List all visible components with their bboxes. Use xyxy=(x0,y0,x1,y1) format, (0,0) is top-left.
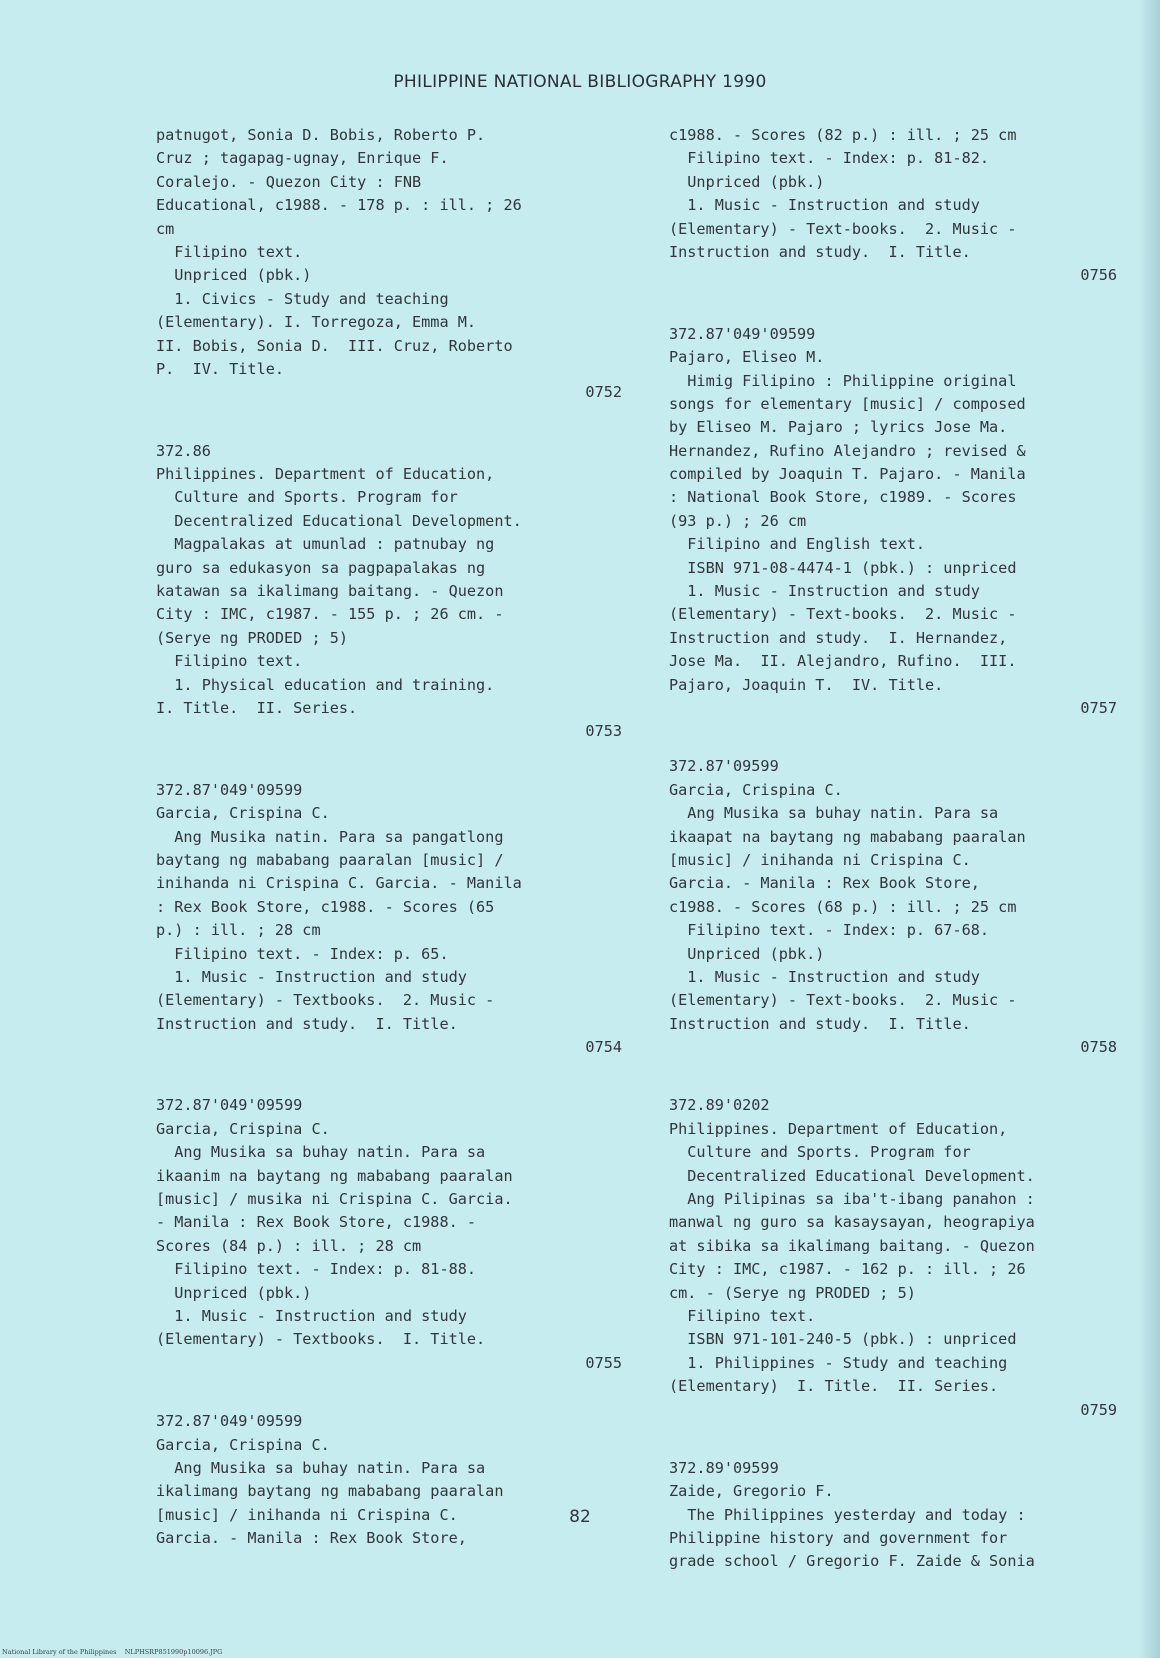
entry-line: II. Bobis, Sonia D. III. Cruz, Roberto xyxy=(156,336,513,355)
entry-line: cm. - (Serye ng PRODED ; 5) xyxy=(669,1283,916,1302)
entry-line: cm xyxy=(156,219,175,238)
entry-line: Decentralized Educational Development. xyxy=(669,1166,1035,1185)
entry-line: 372.87'09599 xyxy=(669,757,779,776)
entry-line: Unpriced (pbk.) xyxy=(156,1283,312,1302)
entry-line: manwal ng guro sa kasaysayan, heograpiya xyxy=(669,1213,1035,1232)
entry-number: 0757 xyxy=(1080,698,1117,717)
entry-line: Scores (84 p.) : ill. ; 28 cm xyxy=(156,1236,422,1255)
entry-line: katawan sa ikalimang baitang. - Quezon xyxy=(156,582,504,601)
entry-number: 0755 xyxy=(585,1353,622,1372)
entry-line: 372.87'049'09599 xyxy=(669,324,816,343)
entry-line: Magpalakas at umunlad : patnubay ng xyxy=(156,535,495,554)
entry-line: Filipino text. - Index: p. 81-88. xyxy=(156,1260,477,1279)
entry-spacer xyxy=(156,1059,622,1094)
bibliography-entry xyxy=(156,440,622,744)
entry-line: Garcia, Crispina C. xyxy=(156,1119,330,1138)
entry-line: at sibika sa ikalimang baitang. - Quezon xyxy=(669,1236,1035,1255)
entry-line: I. Title. II. Series. xyxy=(156,698,358,717)
entry-line: Unpriced (pbk.) xyxy=(669,172,825,191)
entry-line: (Elementary) - Textbooks. I. Title. xyxy=(156,1330,486,1349)
entry-line: 1. Civics - Study and teaching xyxy=(156,289,449,308)
entry-line: guro sa edukasyon sa pagpapalakas ng xyxy=(156,558,486,577)
entry-line: (Elementary) I. Title. II. Series. xyxy=(669,1377,999,1396)
entry-line: 1. Music - Instruction and study xyxy=(156,967,467,986)
entry-line: P. IV. Title. xyxy=(156,359,285,378)
entry-spacer xyxy=(669,1059,1117,1094)
entry-line: [music] / inihanda ni Crispina C. xyxy=(669,850,971,869)
entry-line: City : IMC, c1987. - 155 p. ; 26 cm. - xyxy=(156,605,504,624)
entry-line: [music] / inihanda ni Crispina C. xyxy=(156,1505,458,1524)
entry-line: Philippines. Department of Education, xyxy=(156,465,495,484)
entry-line: Instruction and study. I. Hernandez, xyxy=(669,628,1008,647)
entry-line: Philippine history and government for xyxy=(669,1529,1008,1548)
scan-footer-library: National Library of the Philippines xyxy=(2,1648,117,1656)
bibliography-entry xyxy=(156,779,622,1060)
entry-line: Coralejo. - Quezon City : FNB xyxy=(156,172,422,191)
entry-line: p.) : ill. ; 28 cm xyxy=(156,921,321,940)
entry-number: 0754 xyxy=(585,1038,622,1057)
page-edge-shadow xyxy=(1138,0,1160,1658)
left-column xyxy=(156,124,622,1550)
entry-line: ikaanim na baytang ng mababang paaralan xyxy=(156,1166,513,1185)
entry-line: Ang Musika sa buhay natin. Para sa xyxy=(156,1143,486,1162)
entry-line: Filipino text. xyxy=(156,242,303,261)
scan-footer xyxy=(2,1648,222,1656)
entry-line: Ang Musika sa buhay natin. Para sa xyxy=(669,804,999,823)
entry-line: Educational, c1988. - 178 p. : ill. ; 26 xyxy=(156,196,522,215)
entry-line: c1988. - Scores (82 p.) : ill. ; 25 cm xyxy=(669,126,1017,144)
entry-line: Filipino text. xyxy=(156,652,303,671)
entry-spacer xyxy=(156,744,622,779)
entry-line: (Elementary) - Text-books. 2. Music - xyxy=(669,219,1017,238)
entry-line: baytang ng mababang paaralan [music] / xyxy=(156,850,504,869)
entry-line: patnugot, Sonia D. Bobis, Roberto P. xyxy=(156,126,486,144)
entry-spacer xyxy=(669,1422,1117,1457)
entry-line: Unpriced (pbk.) xyxy=(156,266,312,285)
entry-line: - Manila : Rex Book Store, c1988. - xyxy=(156,1213,477,1232)
entry-line: ISBN 971-08-4474-1 (pbk.) : unpriced xyxy=(669,558,1017,577)
bibliography-entry xyxy=(669,755,1117,1059)
entry-line: Cruz ; tagapag-ugnay, Enrique F. xyxy=(156,149,449,168)
entry-line: grade school / Gregorio F. Zaide & Sonia xyxy=(669,1552,1035,1571)
bibliography-entry xyxy=(669,1094,1117,1421)
bibliography-entry xyxy=(669,124,1117,288)
entry-line: ikalimang baytang ng mababang paaralan xyxy=(156,1482,504,1501)
entry-line: Filipino and English text. xyxy=(669,535,926,554)
entry-line: Zaide, Gregorio F. xyxy=(669,1482,834,1501)
entry-spacer xyxy=(669,288,1117,323)
entry-line: inihanda ni Crispina C. Garcia. - Manila xyxy=(156,874,522,893)
entry-line: Garcia. - Manila : Rex Book Store, xyxy=(156,1529,467,1548)
entry-line: Pajaro, Joaquin T. IV. Title. xyxy=(669,675,944,694)
entry-line: Ang Musika sa buhay natin. Para sa xyxy=(156,1458,486,1477)
entry-line: : National Book Store, c1989. - Scores xyxy=(669,488,1017,507)
entry-number: 0756 xyxy=(1080,266,1117,285)
entry-line: Instruction and study. I. Title. xyxy=(669,242,971,261)
entry-number: 0753 xyxy=(585,722,622,741)
entry-line: Filipino text. - Index: p. 65. xyxy=(156,944,449,963)
entry-line: : Rex Book Store, c1988. - Scores (65 xyxy=(156,897,495,916)
entry-line: Hernandez, Rufino Alejandro ; revised & xyxy=(669,441,1026,460)
entry-line: c1988. - Scores (68 p.) : ill. ; 25 cm xyxy=(669,897,1017,916)
entry-line: (Elementary). I. Torregoza, Emma M. xyxy=(156,313,477,332)
entry-line: 372.89'09599 xyxy=(669,1458,779,1477)
entry-line: Garcia, Crispina C. xyxy=(669,780,843,799)
bibliography-entry xyxy=(156,1410,622,1550)
entry-line: The Philippines yesterday and today : xyxy=(669,1505,1026,1524)
entry-spacer xyxy=(156,1375,622,1410)
page-header: PHILIPPINE NATIONAL BIBLIOGRAPHY 1990 xyxy=(393,72,767,92)
entry-line: (Elementary) - Textbooks. 2. Music - xyxy=(156,991,495,1010)
entry-line: songs for elementary [music] / composed xyxy=(669,394,1026,413)
entry-number: 0758 xyxy=(1080,1038,1117,1057)
entry-line: (93 p.) ; 26 cm xyxy=(669,511,807,530)
entry-line: Unpriced (pbk.) xyxy=(669,944,825,963)
entry-line: 372.87'049'09599 xyxy=(156,1096,303,1115)
entry-spacer xyxy=(156,405,622,440)
entry-line: (Serye ng PRODED ; 5) xyxy=(156,628,349,647)
entry-line: compiled by Joaquin T. Pajaro. - Manila xyxy=(669,465,1026,484)
entry-line: Garcia. - Manila : Rex Book Store, xyxy=(669,874,980,893)
entry-line: 372.87'049'09599 xyxy=(156,1412,303,1431)
entry-line: Himig Filipino : Philippine original xyxy=(669,371,1017,390)
entry-line: Ang Pilipinas sa iba't-ibang panahon : xyxy=(669,1190,1035,1209)
entry-line: Ang Musika natin. Para sa pangatlong xyxy=(156,827,504,846)
page-number: 82 xyxy=(569,1507,591,1527)
entry-spacer xyxy=(669,720,1117,755)
entry-line: [music] / musika ni Crispina C. Garcia. xyxy=(156,1190,513,1209)
entry-line: ISBN 971-101-240-5 (pbk.) : unpriced xyxy=(669,1330,1017,1349)
entry-line: 372.89'0202 xyxy=(669,1096,770,1115)
entry-line: Garcia, Crispina C. xyxy=(156,1435,330,1454)
bibliography-entry xyxy=(669,323,1117,721)
entry-line: (Elementary) - Text-books. 2. Music - xyxy=(669,605,1017,624)
entry-line: Philippines. Department of Education, xyxy=(669,1119,1008,1138)
right-column xyxy=(669,124,1117,1574)
entry-line: Decentralized Educational Development. xyxy=(156,511,522,530)
entry-line: City : IMC, c1987. - 162 p. : ill. ; 26 xyxy=(669,1260,1026,1279)
entry-line: Filipino text. - Index: p. 67-68. xyxy=(669,921,990,940)
entry-number: 0759 xyxy=(1080,1400,1117,1419)
entry-line: 372.87'049'09599 xyxy=(156,780,303,799)
entry-line: Garcia, Crispina C. xyxy=(156,804,330,823)
entry-line: ikaapat na baytang ng mababang paaralan xyxy=(669,827,1026,846)
entry-line: 1. Physical education and training. xyxy=(156,675,495,694)
entry-line: Culture and Sports. Program for xyxy=(156,488,458,507)
entry-line: Filipino text. xyxy=(669,1306,816,1325)
entry-line: (Elementary) - Text-books. 2. Music - xyxy=(669,991,1017,1010)
entry-line: Filipino text. - Index: p. 81-82. xyxy=(669,149,990,168)
entry-line: 1. Music - Instruction and study xyxy=(669,967,980,986)
entry-line: Jose Ma. II. Alejandro, Rufino. III. xyxy=(669,652,1017,671)
entry-line: 1. Philippines - Study and teaching xyxy=(669,1353,1008,1372)
entry-line: Pajaro, Eliseo M. xyxy=(669,348,825,367)
entry-line: Instruction and study. I. Title. xyxy=(669,1014,971,1033)
entry-line: 372.86 xyxy=(156,441,211,460)
bibliography-entry xyxy=(156,124,622,405)
entry-line: Culture and Sports. Program for xyxy=(669,1143,971,1162)
entry-line: 1. Music - Instruction and study xyxy=(669,582,980,601)
bibliography-entry xyxy=(156,1094,622,1375)
entry-line: 1. Music - Instruction and study xyxy=(669,196,980,215)
entry-line: Instruction and study. I. Title. xyxy=(156,1014,458,1033)
scan-footer-filename: NLPHSRP851990p10096.JPG xyxy=(124,1648,223,1656)
entry-line: 1. Music - Instruction and study xyxy=(156,1306,467,1325)
entry-line: by Eliseo M. Pajaro ; lyrics Jose Ma. xyxy=(669,418,1008,437)
entry-number: 0752 xyxy=(585,383,622,402)
